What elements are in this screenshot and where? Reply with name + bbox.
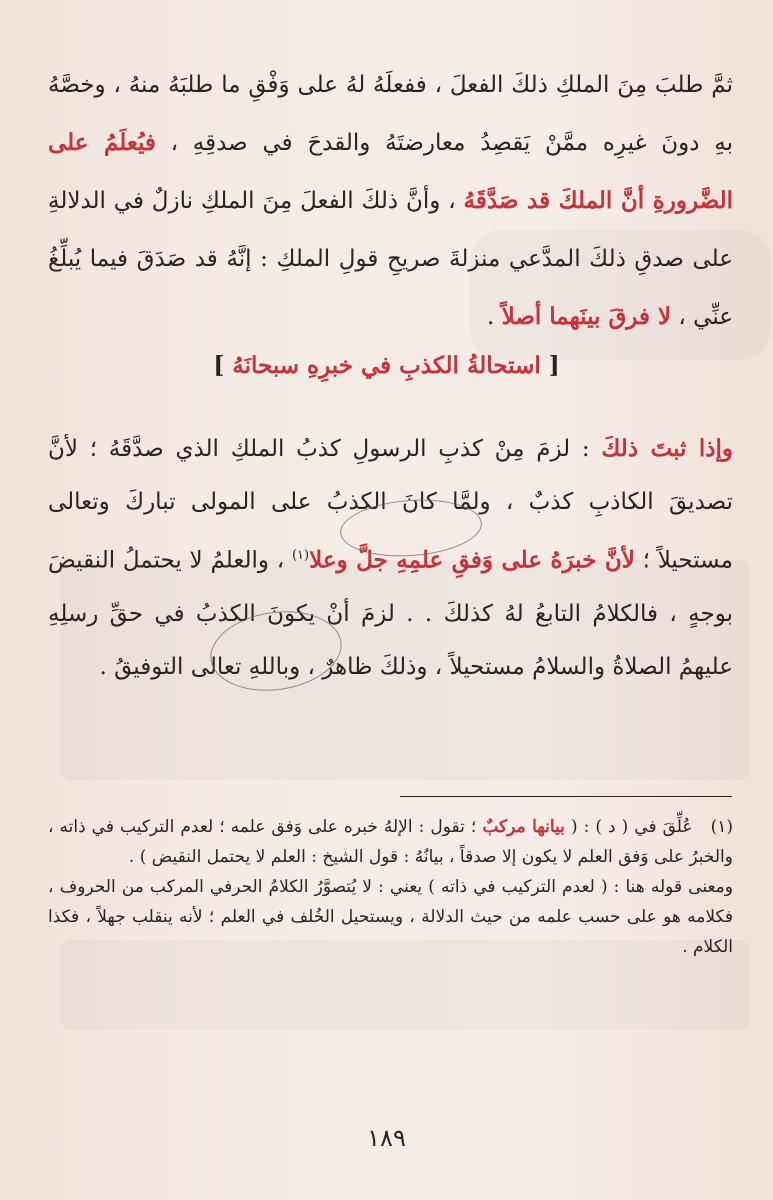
- text-segment: عُلِّقَ في ( د ) : (: [564, 817, 693, 837]
- highlighted-text: بيانها مركبٌ: [482, 817, 565, 837]
- footnote-1: [48, 812, 733, 872]
- highlighted-text: فيُعلَمُ على الضَّرورةِ أنَّ الملكَ قد صَدَّقَهُ: [48, 129, 734, 214]
- footnote-1-continued: ومعنى قوله هنا : ( لعدم التركيب في ذاته ) يعني : لا يُتصوَّرُ الكلامُ الحرفي المركب من الحروف ، فكلامه هو على حسب علمه من حيث الدلالة ، ويستحيل الخُلف في العلم ؛ لأنه ينقلب جهلاً ، فكذا الكلام .: [48, 877, 733, 957]
- text-segment: : لزمَ مِنْ كذبِ الرسولِ كذبُ الملكِ الذي صدَّقَهُ ؛ لأنَّ تصديقَ الكاذبِ كذبٌ ، ولمَّا كانَ الكذبُ على المولى تباركَ وتعالى مستحيلاً ؛: [48, 436, 733, 574]
- footnotes: [48, 812, 733, 962]
- text-segment: ، وأنَّ ذلكَ الفعلَ مِنَ الملكِ نازلٌ في الدلالةِ على صدقِ ذلكَ المدَّعي منزلةَ صريحِ قولِ الملكِ : إنَّهُ قد صَدَقَ فيما يُبلِّغُ عنِّي ،: [48, 188, 733, 330]
- text-segment: .: [486, 304, 502, 330]
- text-segment: ثمَّ طلبَ مِنَ الملكِ ذلكَ الفعلَ ، ففعلَهُ لهُ على وَفْقِ ما طلبَهُ منهُ ، وخصَّهُ بهِ دونَ غيرِه ممَّنْ يَقصِدُ معارضتَهُ والقدحَ في صدقِهِ ،: [48, 72, 733, 156]
- footnote-number: (١): [710, 817, 733, 837]
- page-number: ١٨٩: [367, 1124, 406, 1152]
- highlighted-text: لا فرقَ بينَهما أصلاً: [501, 303, 672, 330]
- footnote-reference[interactable]: (١): [291, 548, 310, 563]
- text-segment: ؛ تقول : الإلهُ خبره على وَفق علمه ؛ لعدم التركيب في ذاته ، والخبرُ على وَفق العلم لا يكون إلا صدقاً ، بيانُهُ : قول الشيخ : العلم لا يحتمل النقيض ) .: [48, 817, 733, 867]
- heading-bracket-open: [: [540, 352, 560, 379]
- main-paragraph: [48, 56, 733, 346]
- heading-bracket-close: ]: [213, 352, 233, 379]
- section-heading: [0, 352, 773, 379]
- text-segment: ، والعلمُ لا يحتملُ النقيضَ بوجهٍ ، فالكلامُ التابعُ لهُ كذلكَ . . لزمَ أنْ يكونَ الكذبُ في حقِّ رسلِهِ عليهمُ الصلاةُ والسلامُ مستحيلاً ، وذلكَ ظاهرٌ ، وباللهِ تعالى التوفيقُ .: [48, 547, 733, 680]
- highlighted-text: وإذا ثبتَ ذلكَ: [601, 435, 733, 462]
- footnote-divider: [400, 796, 732, 797]
- section-paragraph: [48, 422, 733, 694]
- heading-title: استحالةُ الكذبِ في خبرِهِ سبحانَهُ: [232, 352, 541, 379]
- highlighted-text: لأنَّ خبرَهُ على وَفقِ علمِهِ جلَّ وعلا: [309, 546, 635, 574]
